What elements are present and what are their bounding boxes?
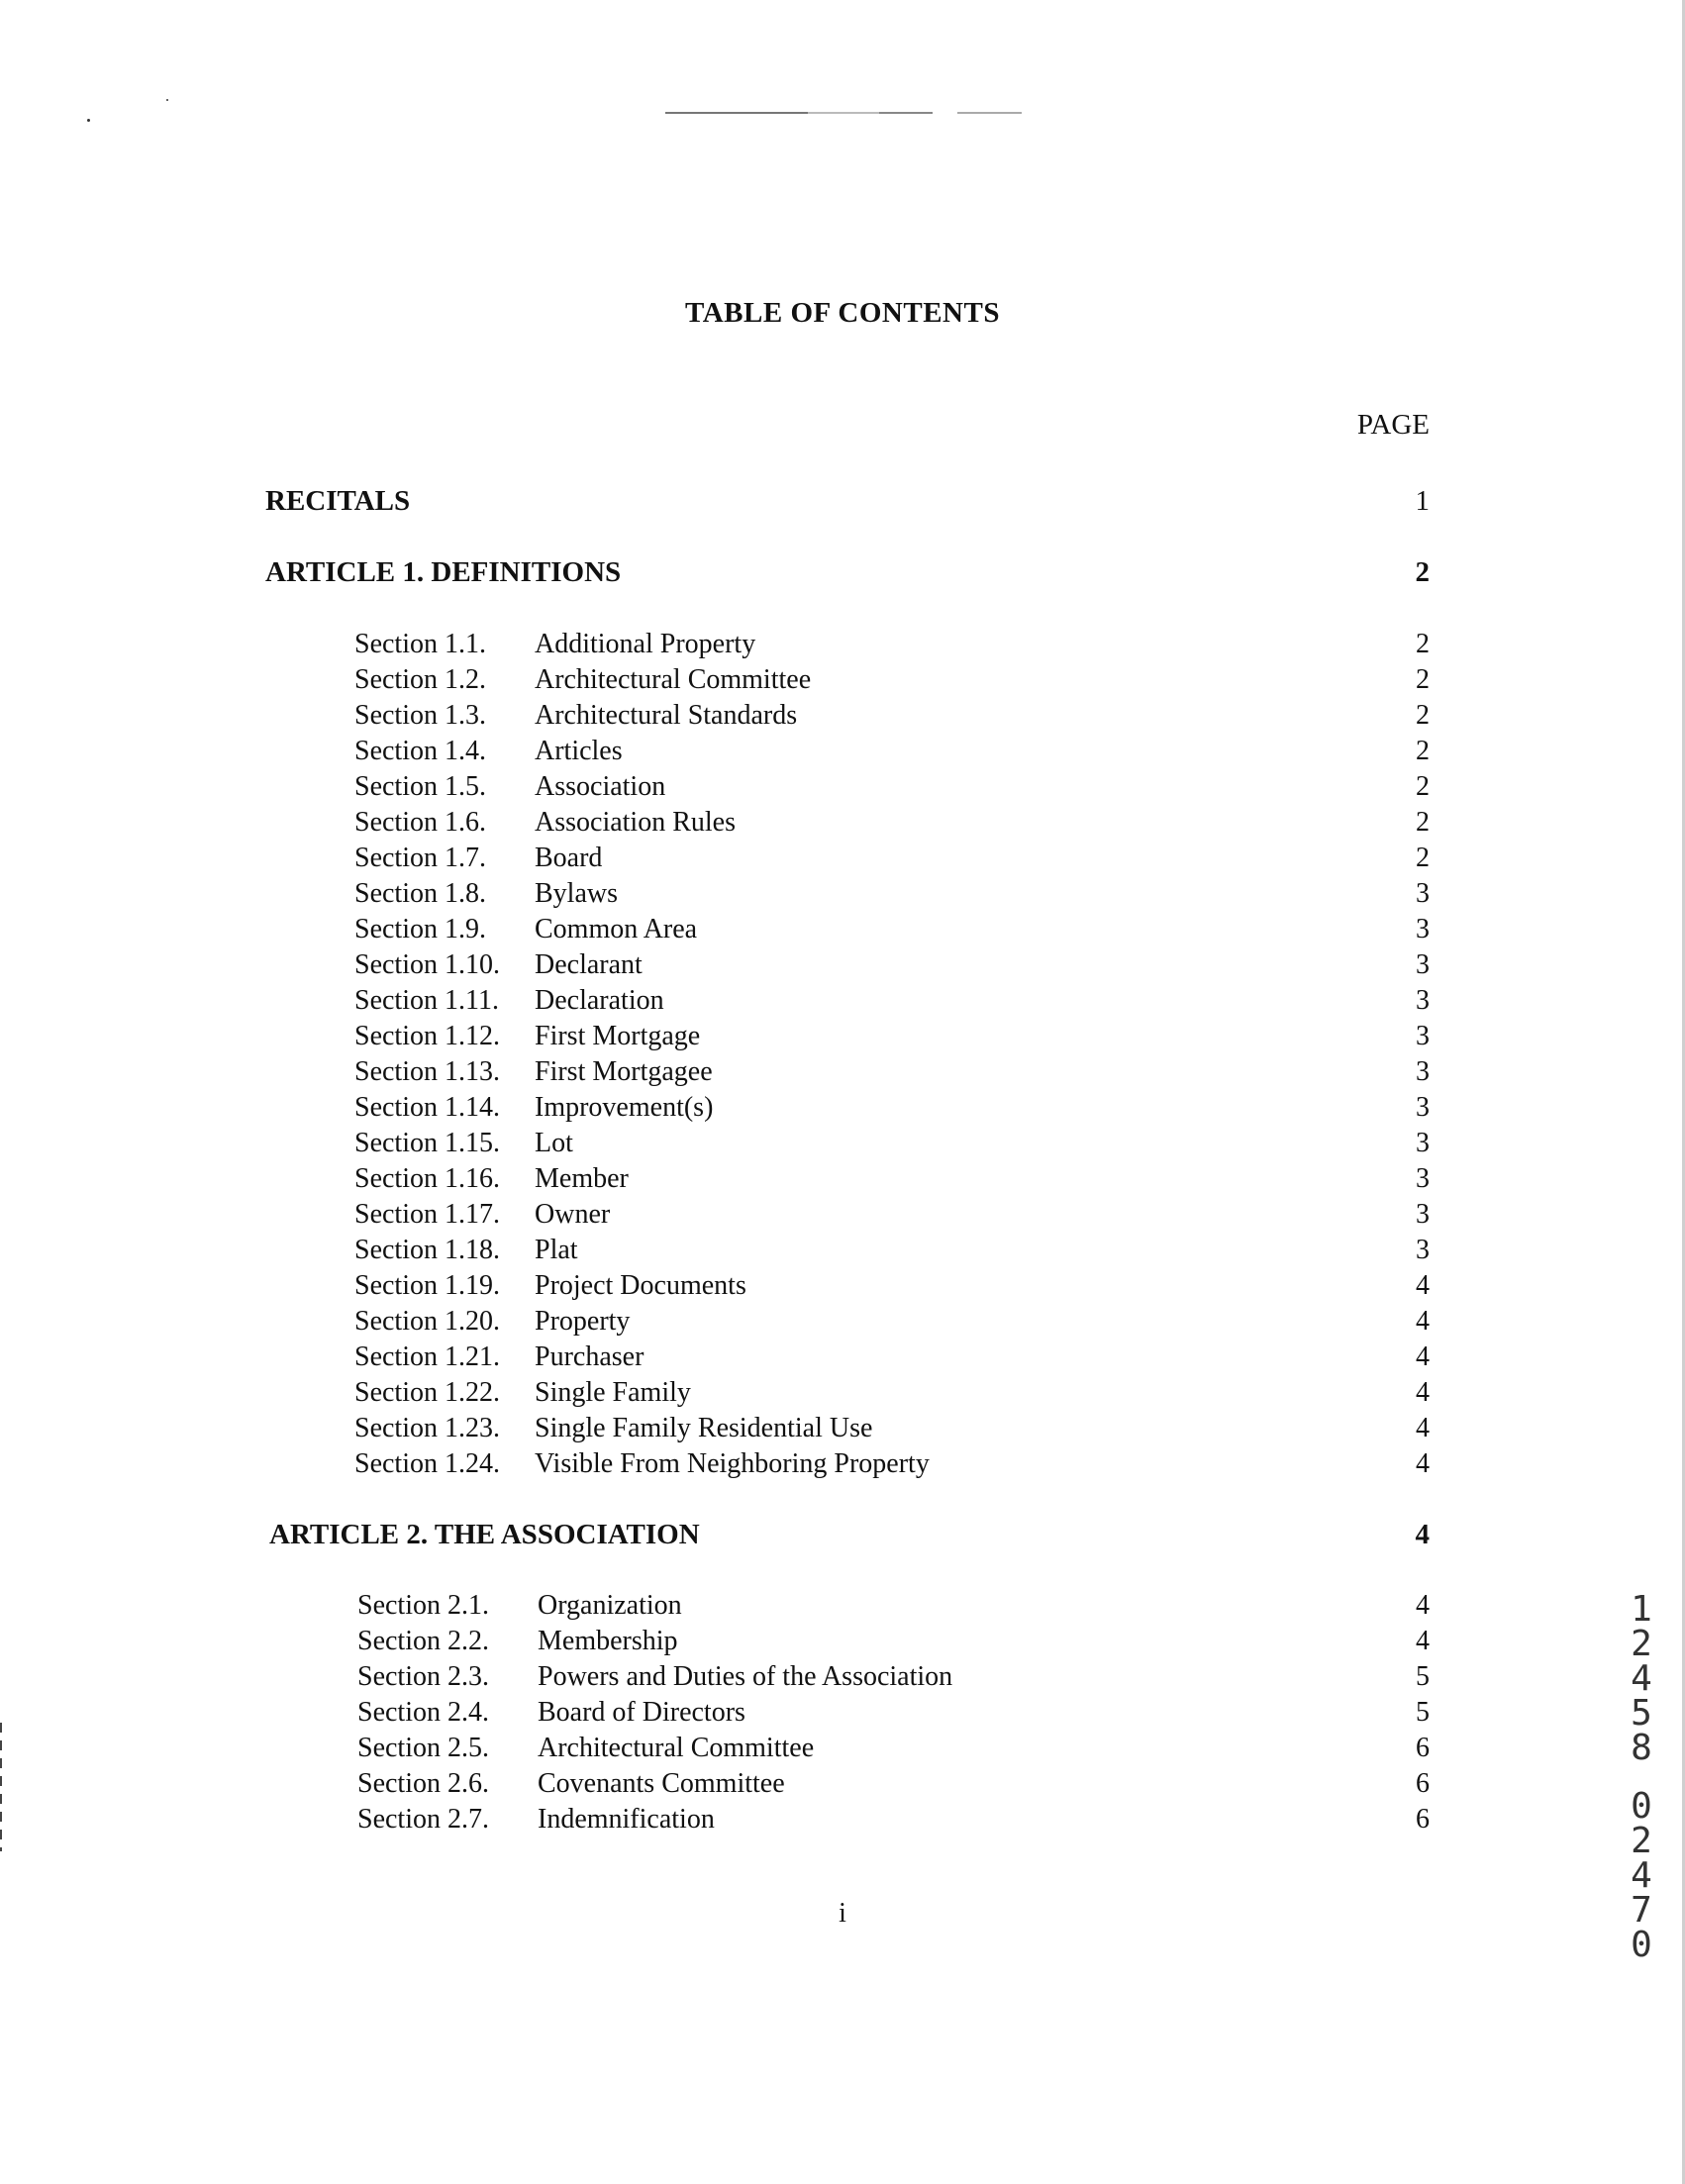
section-title: Bylaws [535,878,618,909]
section-page: 2 [1416,700,1430,731]
section-page: 3 [1416,985,1430,1016]
section-title: Single Family [535,1377,691,1408]
section-page: 3 [1416,1021,1430,1051]
section-number: Section 2.4. [357,1697,489,1728]
toc-entry [357,1697,1430,1733]
section-page: 3 [1416,914,1430,944]
toc-entry [357,1768,1430,1804]
section-title: First Mortgage [535,1021,701,1051]
section-title: Articles [535,736,623,766]
section-page: 2 [1416,664,1430,695]
section-number: Section 1.8. [354,878,486,909]
section-page: 4 [1416,1413,1430,1443]
section-number: Section 1.12. [354,1021,500,1051]
section-number: Section 1.23. [354,1413,500,1443]
toc-entry [354,1270,1430,1306]
section-page: 4 [1416,1626,1430,1656]
article-2-page: 4 [1415,1519,1430,1550]
section-page: 4 [1416,1448,1430,1479]
section-number: Section 1.24. [354,1448,500,1479]
toc-entry [354,1235,1430,1270]
section-title: Single Family Residential Use [535,1413,873,1443]
section-title: Board of Directors [538,1697,745,1728]
section-number: Section 1.9. [354,914,486,944]
toc-entry [354,1163,1430,1199]
section-number: Section 1.17. [354,1199,500,1230]
section-page: 4 [1416,1590,1430,1621]
section-title: Organization [538,1590,682,1621]
section-number: Section 1.21. [354,1341,500,1372]
section-page: 2 [1416,843,1430,873]
section-page: 4 [1416,1306,1430,1337]
section-page: 3 [1416,1163,1430,1194]
footer-page-number: i [839,1898,846,1929]
article-1-page: 2 [1415,556,1430,588]
section-title: Association [535,771,666,802]
section-page: 6 [1416,1768,1430,1799]
section-page: 4 [1416,1341,1430,1372]
section-number: Section 2.3. [357,1661,489,1692]
scan-edge-marks [0,1723,2,1851]
section-title: Architectural Committee [538,1733,815,1763]
section-number: Section 1.3. [354,700,486,731]
section-page: 4 [1416,1270,1430,1301]
stamp-bottom-digits: 02470 [1631,1786,1652,1965]
toc-entry [354,807,1430,843]
section-page: 3 [1416,1199,1430,1230]
section-number: Section 2.5. [357,1733,489,1763]
section-title: Additional Property [535,629,756,659]
section-title: Indemnification [538,1804,715,1835]
toc-entry [354,1128,1430,1163]
section-page: 5 [1416,1697,1430,1728]
page-column-header: PAGE [1356,409,1430,441]
section-title: Plat [535,1235,578,1265]
toc-entry [354,878,1430,914]
toc-entry [354,1413,1430,1448]
section-title: Declaration [535,985,664,1016]
section-title: Improvement(s) [535,1092,714,1123]
recitals-row [265,485,1430,525]
scan-artifact-line [665,112,1022,114]
toc-entry [354,1377,1430,1413]
section-title: Property [535,1306,631,1337]
toc-entry [354,771,1430,807]
side-stamp-number [1622,1589,1661,1965]
section-number: Section 1.20. [354,1306,500,1337]
scan-speck [166,99,168,101]
section-number: Section 1.5. [354,771,486,802]
section-title: Membership [538,1626,678,1656]
section-number: Section 1.1. [354,629,486,659]
toc-entry [354,1056,1430,1092]
recitals-label: RECITALS [265,485,411,517]
toc-entry [357,1590,1430,1626]
toc-entry [357,1733,1430,1768]
article-1-sections [354,629,1430,1484]
toc-entry [354,1341,1430,1377]
section-number: Section 2.7. [357,1804,489,1835]
toc-entry [357,1804,1430,1839]
section-number: Section 1.15. [354,1128,500,1158]
section-title: Member [535,1163,629,1194]
toc-entry [357,1626,1430,1661]
toc-entry [354,949,1430,985]
section-title: Common Area [535,914,698,944]
section-title: Covenants Committee [538,1768,785,1799]
section-page: 2 [1416,771,1430,802]
section-page: 4 [1416,1377,1430,1408]
section-title: Owner [535,1199,611,1230]
section-title: Declarant [535,949,643,980]
scan-speck [87,119,90,122]
section-page: 2 [1416,629,1430,659]
section-page: 3 [1416,1235,1430,1265]
section-number: Section 1.18. [354,1235,500,1265]
toc-entry [357,1661,1430,1697]
section-page: 3 [1416,1092,1430,1123]
section-title: Purchaser [535,1341,644,1372]
section-number: Section 2.1. [357,1590,489,1621]
toc-entry [354,843,1430,878]
section-title: Association Rules [535,807,736,838]
toc-entry [354,1306,1430,1341]
stamp-top-digits: 12458 [1631,1589,1652,1768]
section-title: Architectural Standards [535,700,798,731]
section-page: 3 [1416,878,1430,909]
article-1-label: ARTICLE 1. DEFINITIONS [265,556,622,588]
section-number: Section 1.6. [354,807,486,838]
toc-entry [354,1199,1430,1235]
section-title: Board [535,843,603,873]
toc-entry [354,1448,1430,1484]
section-title: Project Documents [535,1270,746,1301]
section-number: Section 2.6. [357,1768,489,1799]
article-1-heading [265,556,1430,596]
section-number: Section 1.16. [354,1163,500,1194]
section-page: 2 [1416,736,1430,766]
section-number: Section 2.2. [357,1626,489,1656]
section-number: Section 1.14. [354,1092,500,1123]
recitals-page: 1 [1415,485,1430,517]
article-2-heading [269,1519,1430,1558]
toc-entry [354,700,1430,736]
toc-entry [354,985,1430,1021]
article-2-label: ARTICLE 2. THE ASSOCIATION [269,1519,700,1550]
toc-entry [354,1092,1430,1128]
toc-entry [354,914,1430,949]
section-page: 6 [1416,1804,1430,1835]
section-number: Section 1.13. [354,1056,500,1087]
section-number: Section 1.10. [354,949,500,980]
section-number: Section 1.2. [354,664,486,695]
section-page: 2 [1416,807,1430,838]
toc-entry [354,664,1430,700]
toc-entry [354,736,1430,771]
section-number: Section 1.22. [354,1377,500,1408]
section-page: 3 [1416,1056,1430,1087]
section-title: Architectural Committee [535,664,812,695]
section-number: Section 1.19. [354,1270,500,1301]
section-page: 5 [1416,1661,1430,1692]
toc-entry [354,1021,1430,1056]
section-page: 6 [1416,1733,1430,1763]
section-title: First Mortgagee [535,1056,713,1087]
section-number: Section 1.11. [354,985,499,1016]
section-page: 3 [1416,949,1430,980]
toc-title: TABLE OF CONTENTS [685,297,1000,329]
section-title: Powers and Duties of the Association [538,1661,953,1692]
section-number: Section 1.7. [354,843,486,873]
section-title: Visible From Neighboring Property [535,1448,930,1479]
toc-entry [354,629,1430,664]
section-page: 3 [1416,1128,1430,1158]
section-number: Section 1.4. [354,736,486,766]
article-2-sections [357,1590,1430,1839]
section-title: Lot [535,1128,573,1158]
